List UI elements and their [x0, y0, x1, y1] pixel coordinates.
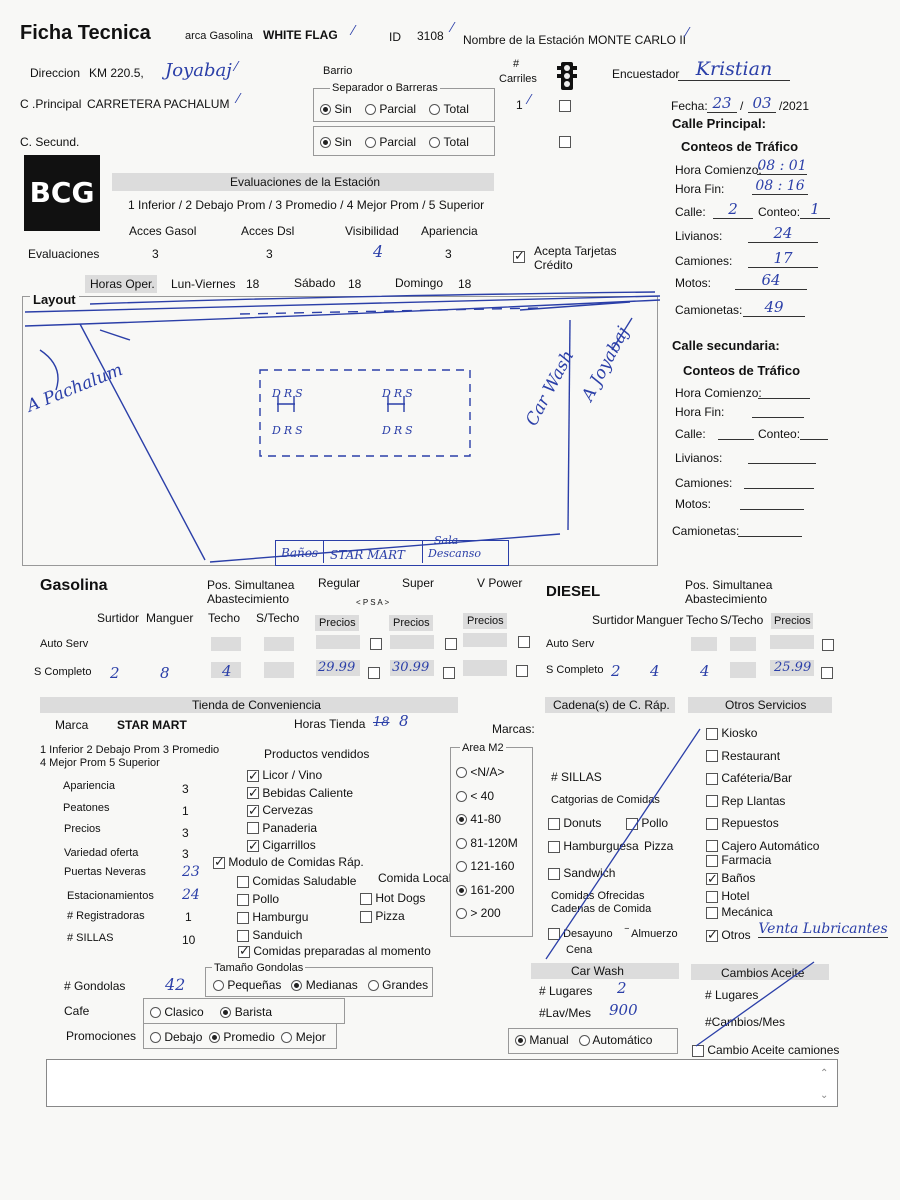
producto-bebidas: ✓ Bebidas Caliente — [247, 785, 353, 803]
t-estac-label: Estacionamientos — [67, 890, 154, 902]
diesel-title: DIESEL — [546, 583, 601, 600]
gas-manguer[interactable]: 8 — [160, 664, 170, 682]
t-puertas-label: Puertas Neveras — [64, 866, 146, 878]
comments-scroll-up-icon[interactable]: ⌃ — [820, 1068, 829, 1079]
cat-donuts[interactable]: Donuts — [548, 816, 601, 830]
otro-kiosko: Kiosko — [706, 722, 819, 745]
hora-comienzo-label: Hora Comienzo: — [675, 163, 762, 177]
t-apariencia[interactable]: 3 — [182, 782, 189, 796]
gas-s-completo: S Completo — [34, 666, 92, 678]
comments-textarea[interactable] — [46, 1059, 838, 1107]
horas-sab-value[interactable]: 18 — [348, 277, 362, 291]
area-title: Area M2 — [462, 742, 504, 754]
modulo-items[interactable]: Comidas Saludable Pollo Hamburgu Sanduich — [237, 872, 356, 944]
horas-sab-label: Sábado — [294, 276, 336, 290]
gasolina-psa: < P S A > — [356, 598, 390, 607]
dsl-surtidor[interactable]: 2 — [611, 662, 621, 680]
otros-list-2[interactable] — [706, 851, 771, 905]
conteo-value[interactable]: 1 — [800, 200, 830, 219]
otro-banos: ✓ Baños — [706, 869, 771, 887]
val-apariencia[interactable]: 3 — [445, 247, 452, 261]
sec-camionetas-label: Camionetas: — [672, 524, 740, 538]
sec-camiones[interactable] — [744, 476, 814, 489]
marca-value[interactable]: WHITE FLAG — [263, 28, 338, 42]
gas-precio-regular[interactable]: 29.99 — [318, 660, 356, 675]
marca-label: arca Gasolina — [185, 30, 253, 42]
encuestador-label: Encuestador — [612, 67, 680, 81]
pump-1-bottom: DRS — [272, 424, 306, 437]
cprincipal-value[interactable]: CARRETERA PACHALUM — [87, 97, 230, 111]
tick-mark: ⁄ — [686, 26, 689, 41]
horas-dom-label: Domingo — [395, 276, 444, 290]
comida-local-label: Comida Local — [378, 871, 452, 885]
productos-list[interactable] — [247, 767, 353, 855]
evaluaciones-row-label: Evaluaciones — [28, 247, 100, 261]
direccion-hand: Joyabaj — [165, 60, 232, 81]
cat-hamburguesa[interactable]: Hamburguesa — [548, 839, 639, 853]
sec-motos[interactable] — [740, 497, 804, 510]
otro-repuestos: Repuestos — [706, 812, 819, 835]
modulo-comidas[interactable]: ✓ Modulo de Comidas Ráp. — [213, 855, 364, 869]
dsl-col-stecho: S/Techo — [720, 613, 764, 627]
t-sillas[interactable]: 10 — [182, 933, 196, 947]
producto-licor: ✓ Licor / Vino — [247, 767, 353, 785]
horas-lv-value[interactable]: 18 — [246, 277, 260, 291]
gasolina-pos: Pos. Simultanea Abastecimiento — [207, 578, 295, 606]
layout-joyabaj: A Joyabaj — [578, 323, 634, 405]
tienda-horas-value[interactable]: 8 — [399, 712, 409, 730]
calle-secundaria-heading: Calle secundaria: — [672, 338, 780, 353]
dsl-auto-serv: Auto Serv — [546, 638, 595, 650]
cad-cena: Cena — [566, 944, 593, 956]
motos-value[interactable]: 64 — [735, 271, 807, 290]
cafe-options[interactable]: Clasico Barista — [150, 1005, 272, 1019]
camiones-value[interactable]: 17 — [748, 249, 818, 268]
otro-otros-value[interactable]: Venta Lubricantes — [758, 921, 888, 937]
t-registradoras-label: # Registradoras — [67, 910, 145, 922]
producto-cervezas: ✓ Cervezas — [247, 802, 353, 820]
cad-desayuno[interactable]: Desayuno — [548, 928, 613, 940]
otro-cajero: Cajero Automático — [706, 835, 819, 858]
layout-star-mart: STAR MART — [330, 548, 405, 562]
tienda-marca-value[interactable]: STAR MART — [117, 718, 187, 732]
cat-pollo[interactable]: Pollo — [626, 816, 668, 830]
evaluaciones-title: Evaluaciones de la Estación — [230, 175, 381, 189]
pump-2-bottom: DRS — [382, 424, 416, 437]
dsl-col-surtidor: Surtidor — [592, 613, 635, 627]
sec-livianos-label: Livianos: — [675, 451, 723, 465]
productos-title: Productos vendidos — [264, 747, 370, 761]
fecha-label: Fecha: — [671, 99, 708, 113]
tick-mark: ⁄ — [451, 21, 454, 36]
traffic-light-icon — [555, 60, 579, 92]
col-visibilidad: Visibilidad — [345, 224, 399, 238]
promo-label: Promociones — [66, 1029, 137, 1043]
gas-techo[interactable]: 4 — [222, 662, 232, 680]
diesel-pos: Pos. Simultanea Abastecimiento — [685, 578, 773, 606]
comidas-preparadas[interactable]: ✓ Comidas preparadas al momento — [238, 944, 431, 958]
gasolina-title: Gasolina — [40, 577, 108, 594]
layout-banos: Baños — [281, 546, 319, 560]
aceite-title: Cambios Aceite — [721, 966, 805, 980]
layout-title: Layout — [30, 292, 79, 307]
dsl-col-techo: Techo — [686, 613, 719, 627]
cadena-categorias: Catgorias de Comidas — [551, 794, 660, 806]
id-value[interactable]: 3108 — [417, 29, 444, 43]
gas-auto-serv: Auto Serv — [40, 638, 89, 650]
tick-mark: ⁄ — [237, 92, 240, 107]
cadena-ofrecidas: Comidas Ofrecidas Cadenas de Comida — [551, 890, 652, 915]
cw-lugares[interactable]: 2 — [617, 979, 627, 997]
carwash-title: Car Wash — [571, 964, 624, 978]
cad-almuerzo[interactable]: ‾ Almuerzo — [625, 928, 678, 940]
layout-sala: Sala Descanso — [428, 534, 482, 560]
gas-surtidor[interactable]: 2 — [110, 664, 120, 682]
horas-dom-value[interactable]: 18 — [458, 277, 472, 291]
dsl-s-completo: S Completo — [546, 664, 604, 676]
sec-hora-comienzo[interactable] — [758, 386, 810, 399]
col-acces-gasol: Acces Gasol — [129, 224, 197, 238]
val-acces-dsl[interactable]: 3 — [266, 247, 273, 261]
separador-title: Separador o Barreras — [332, 82, 438, 94]
val-visibilidad[interactable]: 4 — [373, 242, 384, 261]
producto-cigarrillos: ✓ Cigarrillos — [247, 837, 353, 855]
otros-title: Otros Servicios — [725, 698, 807, 712]
carriles-hash: # — [513, 58, 520, 70]
tienda-scale: 1 Inferior 2 Debajo Prom 3 Promedio 4 Mejor Prom 5 Superior — [40, 744, 220, 769]
gas-col-techo: Techo — [208, 611, 241, 625]
camiones-label: Camiones: — [675, 254, 733, 268]
col-acces-dsl: Acces Dsl — [241, 224, 295, 238]
calle-label: Calle: — [675, 205, 706, 219]
cw-lugares-label: # Lugares — [539, 984, 593, 998]
t-estac[interactable]: 24 — [182, 887, 200, 903]
layout-sketch — [20, 290, 660, 566]
dsl-precios: Precios — [774, 615, 811, 627]
barrio-label: Barrio — [323, 65, 353, 77]
sec-calle[interactable] — [718, 427, 754, 440]
gasolina-regular: Regular — [318, 576, 361, 590]
aceite-cambios-label: #Cambios/Mes — [705, 1015, 786, 1029]
fecha-day[interactable]: 23 — [707, 94, 737, 113]
tick-mark: ⁄ — [235, 60, 238, 75]
sec-hora-comienzo-label: Hora Comienzo: — [675, 386, 762, 400]
otro-hotel: Hotel — [706, 887, 771, 905]
otro-farmacia: Farmacia — [706, 851, 771, 869]
gas-precios-super: Precios — [393, 617, 430, 629]
t-variedad[interactable]: 3 — [182, 847, 189, 861]
horas-lv-label: Lun-Viernes — [171, 277, 236, 291]
tienda-marcas-label: Marcas: — [492, 722, 535, 736]
local-items[interactable]: Hot Dogs Pizza — [360, 889, 425, 925]
otros-list[interactable] — [706, 722, 819, 857]
carriles-check-2[interactable] — [559, 133, 571, 151]
conteo-label: Conteo: — [758, 205, 801, 219]
hora-comienzo[interactable]: 08 : 01 — [757, 158, 807, 174]
area-options[interactable]: <N/A> < 40 41-80 81-120M 121-160 161-200 > 200 — [456, 761, 518, 926]
id-label: ID — [389, 30, 401, 44]
gas-precios-vpower: Precios — [467, 615, 504, 627]
t-apariencia-label: Apariencia — [63, 780, 115, 792]
horas-label: Horas Oper. — [90, 277, 155, 291]
fecha-month[interactable]: 03 — [748, 94, 776, 113]
col-apariencia: Apariencia — [421, 224, 478, 238]
aceite-lugares-label: # Lugares — [705, 988, 759, 1002]
sec-camionetas[interactable] — [738, 524, 802, 537]
cafe-label: Cafe — [64, 1004, 90, 1018]
csecund-label: C. Secund. — [20, 135, 80, 149]
cat-sandwich[interactable]: Sandwich — [548, 866, 615, 880]
separador-options-1[interactable]: Sin Parcial Total — [320, 102, 469, 116]
t-peatones[interactable]: 1 — [182, 804, 189, 818]
cadena-title: Cadena(s) de C. Ráp. — [553, 698, 670, 712]
producto-panaderia: Panaderia — [247, 820, 353, 838]
gas-col-stecho: S/Techo — [256, 611, 300, 625]
tick-mark: ⁄ — [352, 24, 355, 39]
camionetas-label: Camionetas: — [675, 303, 743, 317]
t-registradoras[interactable]: 1 — [185, 910, 192, 924]
livianos-value[interactable]: 24 — [748, 224, 818, 243]
cat-pizza: Pizza — [644, 839, 674, 853]
cadena-sillas: # SILLAS — [551, 770, 602, 784]
tarjetas-label: Acepta Tarjetas Crédito — [534, 244, 617, 272]
val-acces-gasol[interactable]: 3 — [152, 247, 159, 261]
pump-2-top: DRS — [382, 387, 416, 400]
form-title: Ficha Tecnica — [20, 22, 151, 44]
layout-carwash: Car Wash — [522, 347, 579, 430]
cw-lav[interactable]: 900 — [609, 1001, 638, 1019]
carriles-label: Carriles — [499, 73, 537, 85]
t-precios-label: Precios — [64, 823, 101, 835]
aceite-strike-line — [690, 960, 820, 1050]
pump-1-top: DRS — [272, 387, 306, 400]
tienda-horas-strike: 18 — [373, 715, 390, 730]
fecha-year: /2021 — [779, 99, 810, 113]
cw-tipo[interactable]: Manual Automático — [515, 1033, 652, 1047]
cw-lav-label: #Lav/Mes — [539, 1006, 592, 1020]
calle-value[interactable]: 2 — [713, 200, 753, 219]
carriles-check-1[interactable] — [559, 97, 571, 115]
otro-otros[interactable]: ✓ Otros — [706, 928, 751, 942]
gasolina-super: Super — [402, 576, 435, 590]
t-puertas[interactable]: 23 — [182, 864, 200, 880]
camionetas-value[interactable]: 49 — [743, 298, 805, 317]
gasolina-vpower: V Power — [477, 576, 523, 590]
cadena-strike-line — [540, 725, 710, 965]
hora-fin[interactable]: 08 : 16 — [752, 178, 808, 195]
tarjetas-check[interactable] — [513, 248, 525, 266]
bcg-logo: BCG — [24, 155, 100, 231]
separador-options-2[interactable]: Sin Parcial Total — [320, 135, 469, 149]
tamano-options[interactable]: Pequeñas Medianas Grandes — [213, 978, 428, 992]
aceite-camiones[interactable]: Cambio Aceite camiones — [692, 1043, 839, 1057]
otro-restaurant: Restaurant — [706, 745, 819, 768]
sec-livianos[interactable] — [748, 451, 816, 464]
tienda-marca-label: Marca — [55, 718, 89, 732]
t-variedad-label: Variedad oferta — [64, 847, 139, 859]
tamano-title: Tamaño Gondolas — [214, 962, 304, 974]
sec-hora-fin-label: Hora Fin: — [675, 405, 725, 419]
tienda-title: Tienda de Conveniencia — [192, 698, 321, 712]
hora-fin-label: Hora Fin: — [675, 182, 725, 196]
otro-llantas: Rep Llantas — [706, 790, 819, 813]
promo-options[interactable]: Debajo Promedio Mejor — [150, 1030, 326, 1044]
comments-scroll-down-icon[interactable]: ⌄ — [820, 1090, 829, 1101]
carriles-value[interactable]: 1 — [516, 98, 523, 112]
dsl-col-manguer: Manguer — [636, 613, 684, 627]
tienda-horas-label: Horas Tienda — [294, 717, 366, 731]
gas-precio-super[interactable]: 30.99 — [392, 660, 430, 675]
gas-precios-regular: Precios — [319, 617, 356, 629]
livianos-label: Livianos: — [675, 229, 723, 243]
sec-conteo[interactable] — [800, 427, 828, 440]
evaluaciones-scale: 1 Inferior / 2 Debajo Prom / 3 Promedio / 4 Mejor Prom / 5 Superior — [128, 198, 485, 212]
otro-mecanica[interactable]: Mecánica — [706, 905, 773, 919]
tick-mark: ⁄ — [528, 93, 531, 108]
motos-label: Motos: — [675, 276, 712, 290]
calle-principal-label: Calle Principal: — [672, 116, 766, 131]
sec-hora-fin[interactable] — [752, 405, 804, 418]
gondolas-label: # Gondolas — [64, 979, 126, 993]
sec-calle-label: Calle: — [675, 427, 706, 441]
estacion-label: Nombre de la Estación — [463, 33, 585, 47]
dsl-techo[interactable]: 4 — [700, 662, 710, 680]
t-sillas-label: # SILLAS — [67, 932, 114, 944]
gondolas-value[interactable]: 42 — [165, 975, 186, 994]
layout-pachalum: A Pachalum — [24, 359, 126, 417]
otro-cafeteria: Caféteria/Bar — [706, 767, 819, 790]
sec-motos-label: Motos: — [675, 497, 712, 511]
gas-col-surtidor: Surtidor — [97, 611, 140, 625]
gas-col-manguer: Manguer — [146, 611, 194, 625]
dsl-precio[interactable]: 25.99 — [774, 660, 812, 675]
t-precios[interactable]: 3 — [182, 826, 189, 840]
cprincipal-label: C .Principal — [20, 97, 82, 111]
dsl-manguer[interactable]: 4 — [650, 662, 660, 680]
direccion-value[interactable]: KM 220.5, — [89, 66, 144, 80]
encuestador-value[interactable]: Kristian — [678, 58, 790, 81]
sec-camiones-label: Camiones: — [675, 476, 733, 490]
ficha-tecnica-sheet: Ficha Tecnica arca Gasolina WHITE FLAG ID 3108 Nombre de la Estación MONTE CARLO II Direccion KM 220.5, Joyabaj Barrio # Carriles Encuestador Kristian C .Principal CARRETERA PACHALUM C. Secund. Separador o Barreras Sin Parcial Total Sin Parcial Total 1 Fecha: 23 / 03 /2021 Calle Principal: BCG Evaluaciones de la Estación 1 Inferior / 2 Debajo Prom / 3 Promedio / 4 Mejor Prom / 5 Superior Acces Gasol Acces Dsl Visibilidad Apariencia Evaluaciones 3 3 4 3 ✓ Acepta Tarjetas Crédito Horas Oper. Lun-Viernes 18 Sábado 18 Domingo 18 Layout A Pachalum A Joyabaj Car Wash DRS DRS DRS DRS Baños STAR MART Sala Descanso Conteos de Tráfico Hora Comienzo: 08 : 01 Hora Fin: 08 : 16 Calle: 2 Conteo: 1 Livianos: 24 Camiones: 17 Motos: 64 Camionetas: 49 Calle secundaria: Conteos de Tráfico Hora Comienzo: Hora Fin: Calle: Conteo: Livianos: Camiones: Motos: Camionetas: Gasolina Pos. Simultanea Abastecimiento Regular Super V Power < P S A > Surtidor Manguer Techo S/Techo Precios Precios Precios Auto Serv S Completo 2 8 4 29.99 30.99 DIESEL Pos. Simultanea Abastecimiento Surtidor Manguer Techo S/Techo Precios Auto Serv S Completo 2 4 4 25.99 Tienda de Conveniencia Marca STAR MART Horas Tienda 18 8 Marcas: 1 Inferior 2 Debajo Prom 3 Promedio 4 Mejor Prom 5 Superior Apariencia 3 Peatones 1 Precios 3 Variedad oferta 3 Puertas Neveras 23 Estacionamientos 24 # Registradoras 1 # SILLAS 10 Productos vendidos ✓ Licor / Vino ✓ Bebidas Caliente ✓ Cervezas Panaderia ✓ Cigarrillos ✓ Modulo de Comidas Ráp. Comidas Saludable Pollo Hamburgu Sanduich Comida Local Hot Dogs Pizza ✓ Comidas preparadas al momento Area M2 <N/A> < 40 41-80 81-120M 121-160 161-200 > 200 # Gondolas 42 Tamaño Gondolas Pequeñas Medianas Grandes Cafe Clasico Barista Promociones Debajo Promedio Mejor Cadena(s) de C. Ráp. # SILLAS Catgorias de Comidas Donuts Pollo Hamburguesa Pizza Sandwich Comidas Ofrecidas Cadenas de Comida Desayuno ‾ Almuerzo Cena Otros Servicios Kiosko Restaurant Caféteria/Bar Rep Llantas Repuestos Cajero Automático Farmacia ✓ Baños Hotel Mecánica ✓ Otros Venta Lubricantes Car Wash # Lugares 2 #Lav/Mes 900 Manual Automático Cambios Aceite # Lugares #Cambios/Mes Cambio Aceite camiones ⌃ ⌄ ⁄ ⁄ ⁄ ⁄ ⁄ ⁄ — [0, 0, 900, 1200]
conteos-title: Conteos de Tráfico — [681, 139, 799, 154]
conteos-sec-title: Conteos de Tráfico — [683, 363, 801, 378]
direccion-label: Direccion — [30, 66, 81, 80]
t-peatones-label: Peatones — [63, 802, 110, 814]
sec-conteo-label: Conteo: — [758, 427, 801, 441]
estacion-value[interactable]: MONTE CARLO II — [588, 33, 687, 47]
